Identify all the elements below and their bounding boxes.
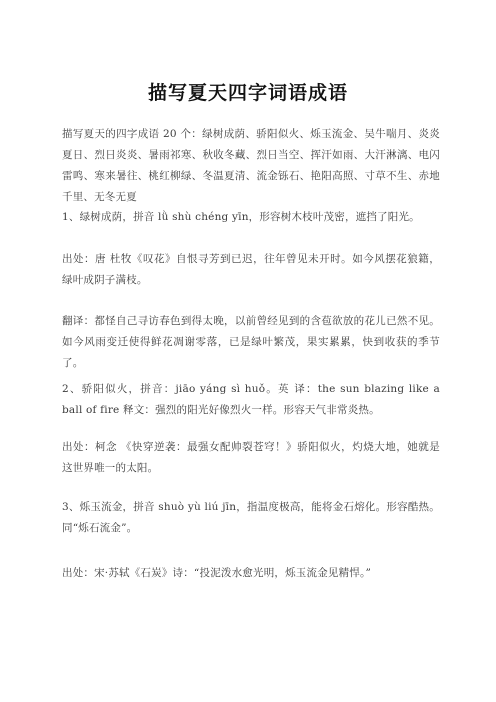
page-title: 描写夏天四字词语成语 bbox=[147, 82, 348, 104]
idiom-3-definition: 3、烁玉流金，拼音 shuò yù liú jīn，指温度极高，能将金石熔化。形容酷热。同“烁石流金”。 bbox=[62, 501, 440, 534]
idiom-2-source: 出处：柯念 《快穿逆袭：最强女配帅裂苍穹！》骄阳似火，灼烧大地，她就是这世界唯一的太阳。 bbox=[62, 441, 440, 474]
idiom-1-definition: 1、绿树成荫，拼音 lǜ shù chéng yīn，形容树木枝叶茂密，遮挡了阳光。 bbox=[62, 211, 420, 223]
intro-paragraph: 描写夏天的四字成语 20 个：绿树成荫、骄阳似火、烁玉流金、吴牛喘月、炎炎夏日、烈日炎炎、暑雨祁寒、秋收冬藏、烈日当空、挥汗如雨、大汗淋漓、电闪雷鸣、寒来暑往、桃红柳绿、冬温夏清、流金铄石、艳阳高照、寸草不生、赤地千里、无冬无夏 bbox=[62, 128, 440, 203]
idiom-1-source: 出处：唐 杜牧《叹花》自恨寻芳到已迟，往年曾见未开时。如今风摆花狼籍，绿叶成阴子满枝。 bbox=[62, 253, 440, 286]
idiom-3-source: 出处：宋·苏轼《石炭》诗：“投泥泼水愈光明，烁玉流金见精悍。” bbox=[62, 567, 372, 579]
idiom-2-definition: 2、骄阳似火，拼音：jiāo yáng sì huǒ。英 译：the sun blazing like a ball of fire 释文：强烈的阳光好像烈火一样。形容天气非常炎热。 bbox=[62, 383, 440, 416]
idiom-1-translation: 翻译：都怪自己寻访春色到得太晚，以前曾经见到的含苞欲放的花儿已然不见。如今风雨变迁使得鲜花凋谢零落，已是绿叶繁茂，果实累累，快到收获的季节了。 bbox=[62, 315, 440, 369]
